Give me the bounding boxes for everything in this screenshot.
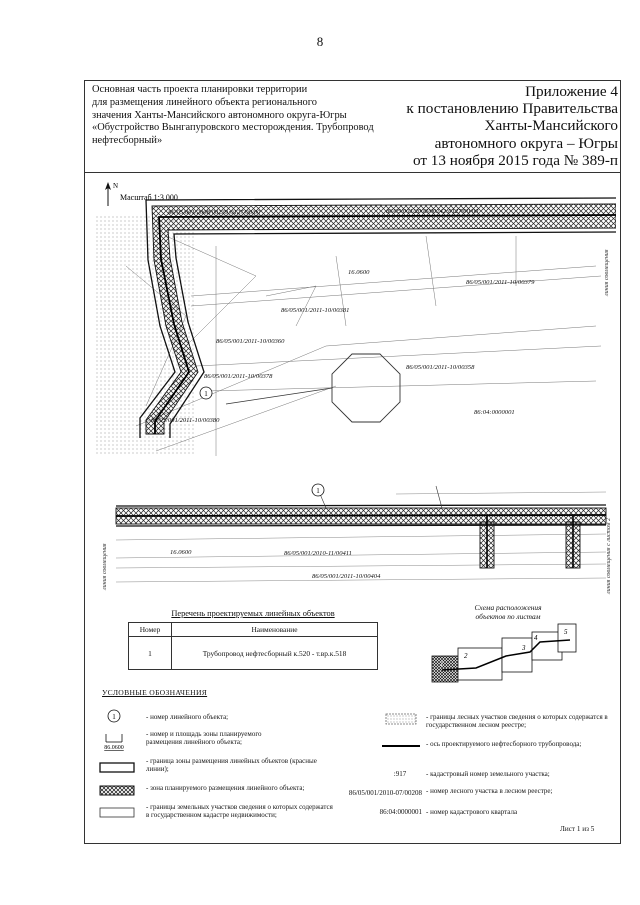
cadastral-quarter-label: 86:04:0000001 <box>474 409 515 416</box>
legend-title: УСЛОВНЫЕ ОБОЗНАЧЕНИЯ <box>102 688 208 697</box>
table-row <box>129 637 378 670</box>
legend-area-text: 86.0600 <box>104 745 124 751</box>
legend-item: - номер линейного объекта; <box>146 713 229 721</box>
well-pad-outline <box>332 354 400 422</box>
legend-item: - ось проектируемого нефтесборного трубопровода; <box>426 740 582 748</box>
header-divider <box>84 172 621 173</box>
column-header: Наименование <box>172 623 378 637</box>
pipeline-axis-line <box>116 515 606 516</box>
legend-samples-right <box>378 712 422 772</box>
appendix-line: Ханты-Мансийского <box>484 117 618 135</box>
legend-marker-text: 1 <box>112 713 116 721</box>
appendix-line: к постановлению Правительства <box>406 100 618 118</box>
match-line-label: линия совмещения с листом 2 <box>606 518 612 594</box>
object-number-text: 1 <box>204 390 208 398</box>
appendix-line: автономного округа – Югры <box>434 134 618 152</box>
parcel-label: 86/05/001/2011-10/00378 <box>204 373 273 380</box>
pipeline-axis-line <box>155 215 616 434</box>
parcel-label: 86/05/001/2011-10/00379 <box>466 279 535 286</box>
legend-sample-text: :917 <box>393 770 407 778</box>
project-title-line: нефтесборный» <box>92 135 163 147</box>
objects-table <box>128 622 378 670</box>
parcel-label: 86/05/001/2008/00239:0127/00/00 <box>168 209 261 216</box>
sheet-layout-scheme <box>430 620 580 684</box>
legend-zone-sample <box>100 786 134 795</box>
scheme-sheet-number: 5 <box>564 628 568 636</box>
parcel-label: 16.0600 <box>170 549 192 556</box>
parcel-label: 86/05/001/2011-10/00360 <box>216 338 285 345</box>
parcel-label: 16.0600 <box>348 269 370 276</box>
red-line-boundary <box>116 505 606 506</box>
legend-item: - номер и площадь зоны планируемого размещения линейного объекта; <box>146 730 262 747</box>
parcel-label: 86/05/001/2011-10/00380 <box>151 417 220 424</box>
scheme-sheet-number: 4 <box>534 634 538 642</box>
project-title-line: для размещения линейного объекта регионального <box>92 96 317 108</box>
objects-table-title: Перечень проектируемых линейных объектов <box>171 609 335 618</box>
parcel-label: 86/05/001/2011-10/00358 <box>406 364 475 371</box>
sheet-number: Лист 1 из 5 <box>560 825 595 833</box>
legend-parcel-sample <box>100 808 134 817</box>
scheme-sheet-3 <box>502 638 532 672</box>
planned-zone-band <box>146 204 616 434</box>
parcel-label: 86/05/001/2011-10/00404 <box>312 573 381 580</box>
legend-samples-left <box>96 708 140 828</box>
table-cell: Трубопровод нефтесборный к.520 - т.вр.к.518 <box>172 637 378 670</box>
legend-red-line-sample <box>100 763 134 772</box>
map-panel-top <box>96 176 616 458</box>
legend-item: - кадастровый номер земельного участка; <box>426 770 550 778</box>
table-cell: 1 <box>129 637 172 670</box>
project-title-line: Основная часть проекта планировки территории <box>92 84 308 95</box>
match-line-label: линия совмещения <box>102 543 108 590</box>
table-header-row <box>129 623 378 637</box>
legend-item: - границы земельных участков сведения о которых содержатся в государственном кадастре недвижимости; <box>146 803 333 820</box>
scale-label: Масштаб 1:3 000 <box>120 193 178 202</box>
scheme-title-line: объектов по листам <box>475 612 541 621</box>
legend-sample-text: 86:04:0000001 <box>379 808 422 816</box>
project-title-line: «Обустройство Вынгапуровского месторождения. Трубопровод <box>92 122 374 134</box>
legend-forest-sample <box>386 714 416 724</box>
parcel-label: 86/05/001/2010-11/00411 <box>284 550 352 557</box>
page-number: 8 <box>316 34 324 49</box>
legend-item: - границы лесных участков сведения о которых содержатся в государственном лесном реестре; <box>426 713 608 730</box>
legend-item: - граница зоны размещения линейных объектов (красные линии); <box>146 757 317 774</box>
scheme-title-line: Схема расположения <box>474 603 542 612</box>
scheme-title <box>448 603 568 621</box>
object-number-text: 1 <box>316 487 320 495</box>
north-arrow-icon <box>105 182 111 206</box>
appendix-line: от 13 ноября 2015 года № 389-п <box>412 151 618 169</box>
legend-sample-text: 86/05/001/2010-07/00208 <box>348 789 422 797</box>
access-road-line <box>226 388 332 404</box>
parcel-label: 86/05/001/2008/00242:0127/00/00 <box>386 208 479 215</box>
column-header: Номер <box>129 623 172 637</box>
legend-item: - зона планируемого размещения линейного объекта; <box>146 784 305 792</box>
legend-item: - номер кадастрового квартала <box>426 808 518 816</box>
scheme-sheet-number: 3 <box>522 644 526 652</box>
match-line-label: линия совмещения <box>604 249 610 296</box>
north-label: N <box>113 182 119 190</box>
project-title <box>92 84 392 148</box>
appendix-line: Приложение 4 <box>525 83 618 100</box>
parcel-label: 86/05/001/2011-10/00381 <box>281 307 350 314</box>
map-panel-bottom <box>96 478 616 596</box>
scheme-sheet-number: 1 <box>440 660 444 668</box>
legend-area-sample <box>104 734 124 751</box>
scheme-sheet-number: 2 <box>464 652 468 660</box>
appendix-title <box>378 83 618 169</box>
project-title-line: значения Ханты-Мансийского автономного округа-Югры <box>92 109 347 121</box>
legend-item: - номер лесного участка в лесном реестре; <box>426 787 553 795</box>
